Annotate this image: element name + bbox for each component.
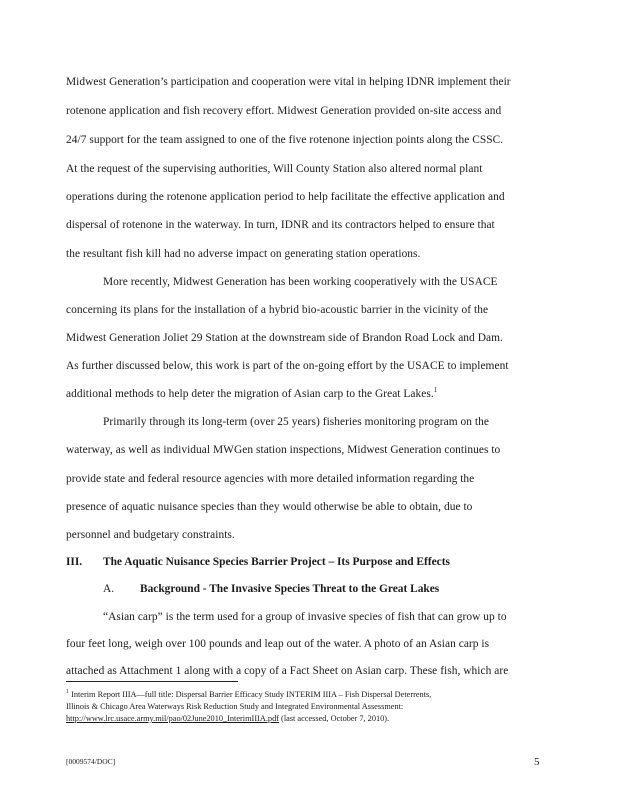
paragraph-1-line: Midwest Generation’s participation and cooperation were vital in helping IDNR implement their (66, 76, 511, 88)
paragraph-4-line: “Asian carp” is the term used for a group of invasive species of fish that can grow up to (103, 611, 507, 623)
footnote-text: Interim Report IIIA—full title: Dispersal Barrier Efficacy Study INTERIM IIIA – Fish Dispersal Deterrents, (71, 690, 432, 699)
paragraph-3-line: Primarily through its long-term (over 25 years) fisheries monitoring program on the (103, 416, 489, 428)
document-id: [0009574/DOC] (66, 757, 116, 766)
paragraph-1-line: operations during the rotenone application period to help facilitate the effective application and (66, 191, 505, 203)
subsection-letter: A. (103, 583, 115, 595)
footnote-marker: 1 (66, 689, 69, 696)
footnote-separator (66, 681, 238, 682)
paragraph-2-line: Midwest Generation Joliet 29 Station at the downstream side of Brandon Road Lock and Dam. (66, 332, 503, 344)
footnote-line (66, 689, 431, 700)
paragraph-4-line: attached as Attachment 1 along with a copy of a Fact Sheet on Asian carp. These fish, which are (66, 665, 509, 677)
page-number: 5 (534, 756, 540, 768)
footnote-reference[interactable]: 1 (433, 386, 438, 395)
paragraph-3-line: personnel and budgetary constraints. (66, 529, 235, 541)
paragraph-1-line: dispersal of rotenone in the waterway. In turn, IDNR and its contractors helped to ensure that (66, 219, 495, 231)
paragraph-3-line: waterway, as well as individual MWGen station inspections, Midwest Generation continues to (66, 444, 501, 456)
section-heading: The Aquatic Nuisance Species Barrier Project – Its Purpose and Effects (103, 556, 450, 568)
paragraph-3-line: provide state and federal resource agencies with more detailed information regarding the (66, 473, 475, 485)
paragraph-2-text: additional methods to help deter the migration of Asian carp to the Great Lakes. (66, 388, 434, 400)
footnote-line: Illinois & Chicago Area Waterways Risk Reduction Study and Integrated Environmental Assessment: (66, 702, 404, 711)
paragraph-3-line: presence of aquatic nuisance species than they would otherwise be able to obtain, due to (66, 501, 473, 513)
paragraph-1-line: At the request of the supervising authorities, Will County Station also altered normal plant (66, 163, 483, 175)
footnote-link[interactable]: http://www.lrc.usace.army.mil/pao/02June2010_InterimIIIA.pdf (66, 714, 279, 723)
subsection-heading: Background - The Invasive Species Threat to the Great Lakes (140, 583, 440, 595)
paragraph-4-line: four feet long, weigh over 100 pounds and leap out of the water. A photo of an Asian carp is (66, 638, 490, 650)
paragraph-1-line: 24/7 support for the team assigned to one of the five rotenone injection points along the CSSC. (66, 134, 504, 146)
paragraph-2-line (66, 387, 556, 401)
section-number: III. (66, 556, 83, 568)
paragraph-1-line: rotenone application and fish recovery effort. Midwest Generation provided on-site access and (66, 105, 502, 117)
paragraph-2-line: More recently, Midwest Generation has been working cooperatively with the USACE (103, 276, 498, 288)
footnote-line (66, 713, 389, 724)
footnote-text: (last accessed, October 7, 2010). (278, 714, 390, 723)
paragraph-2-line: As further discussed below, this work is part of the on-going effort by the USACE to implement (66, 360, 509, 372)
paragraph-2-line: concerning its plans for the installation of a hybrid bio-acoustic barrier in the vicinity of the (66, 304, 489, 316)
paragraph-1-line: the resultant fish kill had no adverse impact on generating station operations. (66, 248, 421, 260)
